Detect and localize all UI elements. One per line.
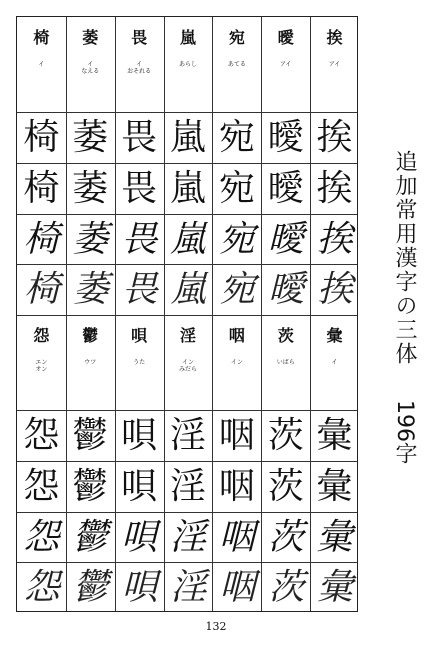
kanji-sample-kaisho: 畏	[121, 117, 158, 158]
kanji-heading: 淫	[179, 326, 196, 345]
kanji-sample-kaisho: 萎	[72, 117, 109, 158]
kanji-reading: イン	[230, 359, 243, 366]
kanji-sample-kaisho: 茨	[267, 415, 304, 456]
kanji-heading: 椅	[33, 28, 50, 47]
kanji-heading: 宛	[228, 28, 245, 47]
kanji-heading: 鬱	[82, 326, 99, 345]
kanji-sample-kaisho-2: 宛	[218, 167, 255, 209]
kanji-sample-sosho: 畏	[121, 269, 157, 311]
kanji-sample-sosho: 怨	[23, 567, 59, 609]
kanji-sample-kaisho-2: 唄	[121, 465, 158, 507]
kanji-reading: イ	[331, 359, 338, 366]
kanji-heading: 咽	[228, 326, 245, 345]
kanji-sample-kaisho-2: 曖	[267, 167, 304, 209]
kanji-sample-sosho: 宛	[219, 269, 255, 311]
kanji-sample-kaisho-2: 萎	[72, 167, 109, 209]
kanji-heading: 嵐	[179, 28, 196, 47]
kanji-heading: 彙	[326, 326, 343, 345]
kanji-sample-kaisho: 彙	[316, 415, 353, 456]
kanji-sample-gyosho: 唄	[121, 516, 158, 558]
kanji-sample-gyosho: 淫	[169, 516, 206, 558]
kanji-sample-kaisho: 淫	[169, 415, 206, 456]
kanji-sample-gyosho: 怨	[23, 516, 60, 558]
kanji-sample-gyosho: 畏	[121, 218, 158, 260]
kanji-reading: いばら	[276, 359, 295, 366]
character-count: 196字	[392, 400, 417, 464]
kanji-sample-kaisho-2: 椅	[23, 167, 60, 209]
kanji-heading: 怨	[33, 326, 50, 345]
kanji-sample-sosho: 彙	[317, 567, 353, 609]
kanji-sample-kaisho: 挨	[316, 117, 353, 158]
kanji-sample-kaisho-2: 怨	[23, 465, 60, 507]
kanji-heading: 畏	[131, 28, 148, 47]
kanji-reading: ウツ	[84, 359, 97, 366]
kanji-reading: アイ	[328, 61, 341, 68]
kanji-sample-gyosho: 咽	[218, 516, 255, 558]
kanji-reading: エン オン	[35, 359, 48, 373]
kanji-sample-sosho: 萎	[72, 269, 108, 311]
kanji-heading: 挨	[326, 28, 343, 47]
kanji-sample-gyosho: 茨	[267, 516, 304, 558]
kanji-heading: 茨	[277, 326, 294, 345]
kanji-sample-kaisho-2: 淫	[169, 465, 206, 507]
kanji-sample-kaisho: 嵐	[169, 117, 206, 158]
kanji-sample-gyosho: 宛	[218, 218, 255, 260]
kanji-sample-gyosho: 彙	[316, 516, 353, 558]
kanji-sample-kaisho: 曖	[267, 117, 304, 158]
kanji-sample-sosho: 唄	[121, 567, 157, 609]
kanji-heading: 曖	[277, 28, 294, 47]
kanji-sample-sosho: 茨	[268, 567, 304, 609]
kanji-sample-sosho: 椅	[23, 269, 59, 311]
kanji-sample-kaisho-2: 彙	[316, 465, 353, 507]
section-title: 追加常用漢字の三体	[392, 150, 417, 366]
kanji-heading: 唄	[131, 326, 148, 345]
kanji-reading: イ おそれる	[127, 61, 152, 75]
kanji-practice-grid	[16, 16, 358, 612]
kanji-sample-sosho: 挨	[317, 269, 353, 311]
kanji-sample-kaisho-2: 茨	[267, 465, 304, 507]
kanji-sample-sosho: 淫	[170, 567, 206, 609]
kanji-sample-sosho: 咽	[219, 567, 255, 609]
kanji-sample-gyosho: 萎	[72, 218, 109, 260]
kanji-sample-gyosho: 椅	[23, 218, 60, 260]
kanji-reading: アイ	[279, 61, 292, 68]
kanji-sample-kaisho: 怨	[23, 415, 60, 456]
kanji-sample-kaisho: 咽	[218, 415, 255, 456]
kanji-sample-kaisho-2: 嵐	[169, 167, 206, 209]
section-divider	[17, 315, 357, 316]
kanji-reading: イ なえる	[81, 61, 100, 75]
kanji-sample-kaisho: 宛	[218, 117, 255, 158]
kanji-sample-kaisho: 鬱	[72, 415, 109, 456]
kanji-sample-kaisho-2: 挨	[316, 167, 353, 209]
kanji-sample-sosho: 曖	[268, 269, 304, 311]
kanji-sample-gyosho: 挨	[316, 218, 353, 260]
kanji-sample-gyosho: 嵐	[169, 218, 206, 260]
kanji-sample-kaisho-2: 畏	[121, 167, 158, 209]
kanji-sample-sosho: 鬱	[72, 567, 108, 609]
page-number: 132	[205, 620, 227, 633]
kanji-sample-gyosho: 曖	[267, 218, 304, 260]
kanji-sample-gyosho: 鬱	[72, 516, 109, 558]
kanji-sample-kaisho: 唄	[121, 415, 158, 456]
kanji-reading: うた	[133, 359, 146, 366]
kanji-sample-sosho: 嵐	[170, 269, 206, 311]
kanji-reading: イン みだら	[178, 359, 197, 373]
kanji-reading: あらし	[178, 61, 197, 68]
kanji-reading: イ	[38, 61, 45, 68]
kanji-sample-kaisho-2: 鬱	[72, 465, 109, 507]
kanji-heading: 萎	[82, 28, 99, 47]
kanji-reading: あてる	[227, 61, 246, 68]
kanji-sample-kaisho-2: 咽	[218, 465, 255, 507]
kanji-sample-kaisho: 椅	[23, 117, 60, 158]
